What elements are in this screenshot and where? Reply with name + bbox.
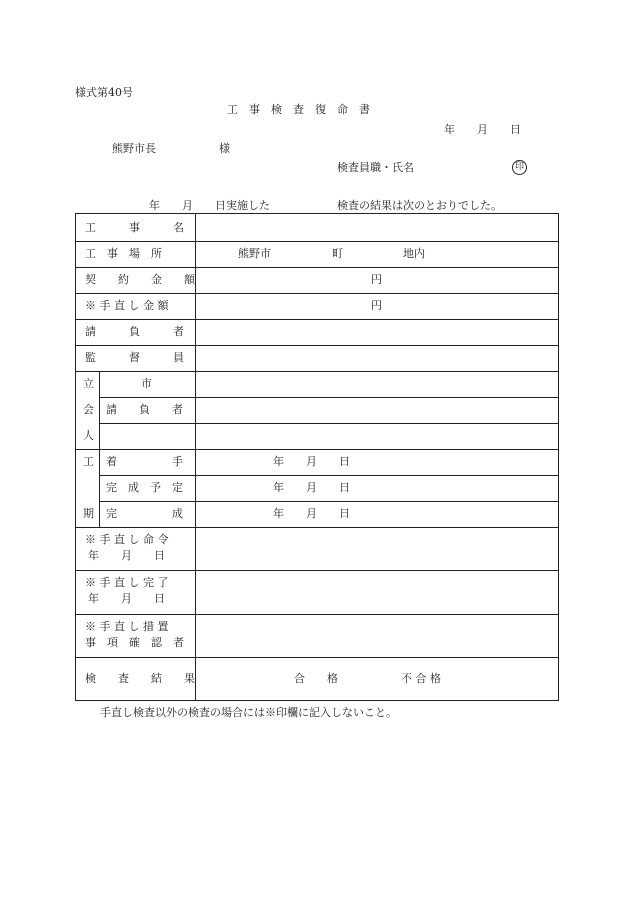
work-name-value[interactable] (196, 215, 556, 240)
witness-group-char: 立 (83, 377, 94, 390)
inspection-form-table (75, 213, 559, 701)
contract-amount-label: 契 約 金 額 (85, 273, 195, 286)
work-place-label: 工 事 場 所 (85, 247, 162, 260)
fix-yen: 円 (371, 299, 382, 312)
witness-group-char: 人 (83, 429, 94, 442)
fix-order-label: ※ 手 直 し 命 令 (85, 533, 169, 546)
witness-group-char: 会 (83, 403, 94, 416)
fix-done-date: 年 月 日 (88, 592, 165, 605)
period-group-char: 工 (83, 455, 94, 468)
document-title: 工 事 検 査 復 命 書 (227, 103, 370, 116)
result-label: 検 査 結 果 (85, 672, 195, 685)
pass-option[interactable]: 合 格 (294, 672, 338, 685)
fix-order-date: 年 月 日 (88, 549, 165, 562)
footnote: 手直し検査以外の検査の場合には※印欄に記入しないこと。 (100, 706, 397, 719)
witness-city-label: 市 (141, 377, 152, 390)
contract-yen: 円 (371, 273, 382, 286)
completed-date: 年 月 日 (273, 507, 350, 520)
fix-measure-confirmer: 事 項 確 認 者 (85, 636, 184, 649)
place-city: 熊野市 (238, 247, 271, 260)
witness-contractor-label: 請 負 者 (106, 403, 183, 416)
fix-done-label: ※ 手 直 し 完 了 (85, 576, 169, 589)
date-line: 年 月 日 (444, 123, 521, 136)
start-label: 着 手 (106, 455, 183, 468)
inspector-label: 検査員職・氏名 (337, 161, 414, 174)
period-group-char: 期 (83, 507, 94, 520)
supervisor-label: 監 督 員 (85, 351, 184, 364)
honorific: 様 (219, 142, 230, 155)
fix-measure-label: ※ 手 直 し 措 置 (85, 620, 169, 633)
addressee: 熊野市長 (112, 142, 156, 155)
planned-label: 完 成 予 定 (106, 481, 183, 494)
form-number: 様式第40号 (75, 86, 133, 99)
contractor-label: 請 負 者 (85, 325, 184, 338)
fix-amount-label: ※ 手 直 し 金 額 (85, 299, 169, 312)
place-town: 町 (332, 247, 343, 260)
intro-result: 検査の結果は次のとおりでした。 (337, 199, 502, 212)
work-name-label: 工 事 名 (85, 221, 184, 234)
seal-mark: 印 (512, 160, 527, 175)
place-area: 地内 (403, 247, 425, 260)
fail-option[interactable]: 不 合 格 (401, 672, 441, 685)
planned-date: 年 月 日 (273, 481, 350, 494)
completed-label: 完 成 (106, 507, 183, 520)
intro-date: 年 月 日実施した (149, 199, 270, 212)
start-date: 年 月 日 (273, 455, 350, 468)
